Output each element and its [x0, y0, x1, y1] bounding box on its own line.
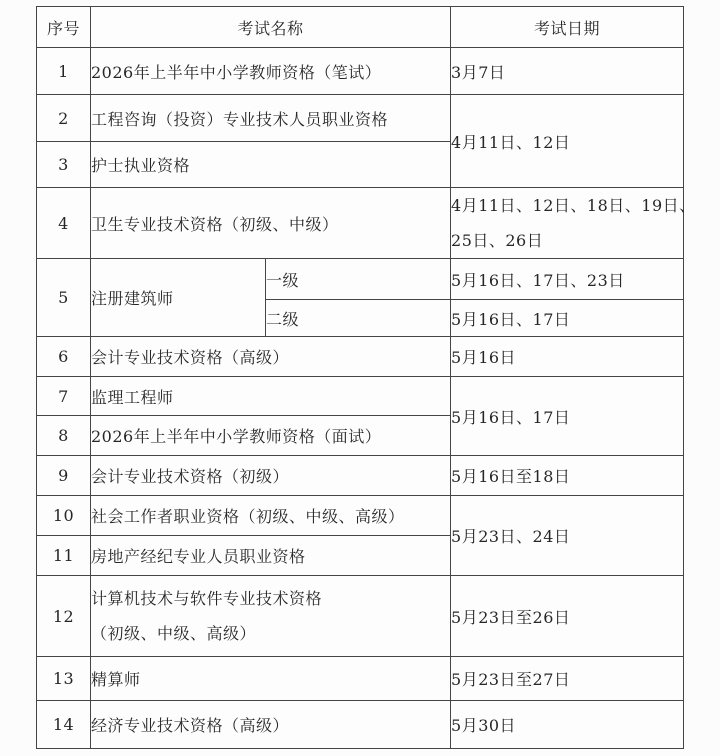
name-line-1: 计算机技术与软件专业技术资格 — [91, 589, 323, 608]
row-no-cell: 6 — [37, 337, 91, 377]
exam-date-cell: 5月30日 — [451, 701, 684, 749]
row-no-cell: 1 — [37, 48, 91, 95]
row-no-cell: 5 — [37, 259, 91, 337]
table-row — [37, 657, 684, 701]
header-exam-date: 考试日期 — [451, 7, 684, 48]
row-no-cell: 8 — [37, 416, 91, 456]
table-row — [37, 188, 684, 259]
exam-name-cell: 监理工程师 — [91, 377, 451, 416]
row-no-cell: 11 — [37, 536, 91, 576]
table-row — [37, 337, 684, 377]
row-no-cell: 13 — [37, 657, 91, 701]
exam-date-cell — [451, 188, 696, 259]
exam-name-cell: 经济专业技术资格（高级） — [91, 701, 451, 749]
exam-name-cell: 2026年上半年中小学教师资格（面试） — [91, 416, 451, 456]
row-no-cell: 3 — [37, 142, 91, 188]
exam-name-cell: 会计专业技术资格（高级） — [91, 337, 451, 377]
date-line-1: 4月11日、12日、18日、19日、 — [451, 196, 696, 215]
date-line-2: 25日、26日 — [451, 231, 544, 250]
row-no-cell: 9 — [37, 456, 91, 496]
table-row — [37, 48, 684, 95]
exam-name-cell: 卫生专业技术资格（初级、中级） — [91, 188, 451, 259]
exam-name-cell: 护士执业资格 — [91, 142, 451, 188]
table-row — [37, 259, 684, 300]
exam-name-cell: 2026年上半年中小学教师资格（笔试） — [91, 48, 451, 95]
exam-name-cell: 会计专业技术资格（初级） — [91, 456, 451, 496]
table-header-row — [37, 7, 684, 48]
table-row — [37, 377, 684, 416]
row-no-cell: 14 — [37, 701, 91, 749]
table-row — [37, 456, 684, 496]
row-no-cell: 2 — [37, 95, 91, 142]
exam-name-cell: 房地产经纪专业人员职业资格 — [91, 536, 451, 576]
table-row — [37, 576, 684, 657]
row-no-cell: 4 — [37, 188, 91, 259]
row-no-cell: 7 — [37, 377, 91, 416]
exam-date-cell: 5月23日至26日 — [451, 576, 684, 657]
row-no-cell: 10 — [37, 496, 91, 536]
exam-date-cell: 3月7日 — [451, 48, 684, 95]
table-row — [37, 701, 684, 749]
exam-date-cell: 5月16日、17日 — [451, 300, 684, 337]
exam-schedule-table — [36, 6, 696, 749]
exam-date-cell-merged: 5月23日、24日 — [451, 496, 684, 576]
exam-name-cell: 精算师 — [91, 657, 451, 701]
table-row — [37, 496, 684, 536]
exam-date-cell-merged: 4月11日、12日 — [451, 95, 684, 188]
exam-date-cell: 5月16日、17日、23日 — [451, 259, 684, 300]
exam-name-cell — [91, 576, 451, 657]
exam-date-cell: 5月16日至18日 — [451, 456, 684, 496]
exam-date-cell: 5月23日至27日 — [451, 657, 684, 701]
row-no-cell: 12 — [37, 576, 91, 657]
exam-name-cell: 工程咨询（投资）专业技术人员职业资格 — [91, 95, 451, 142]
exam-name-cell: 社会工作者职业资格（初级、中级、高级） — [91, 496, 451, 536]
header-exam-name: 考试名称 — [91, 7, 451, 48]
exam-level-cell: 一级 — [266, 259, 451, 300]
name-line-2: （初级、中级、高级） — [91, 624, 257, 643]
exam-name-cell: 注册建筑师 — [91, 259, 266, 337]
header-no: 序号 — [37, 7, 91, 48]
exam-date-cell-merged: 5月16日、17日 — [451, 377, 684, 456]
table-row — [37, 95, 684, 142]
exam-date-cell: 5月16日 — [451, 337, 684, 377]
exam-level-cell: 二级 — [266, 300, 451, 337]
